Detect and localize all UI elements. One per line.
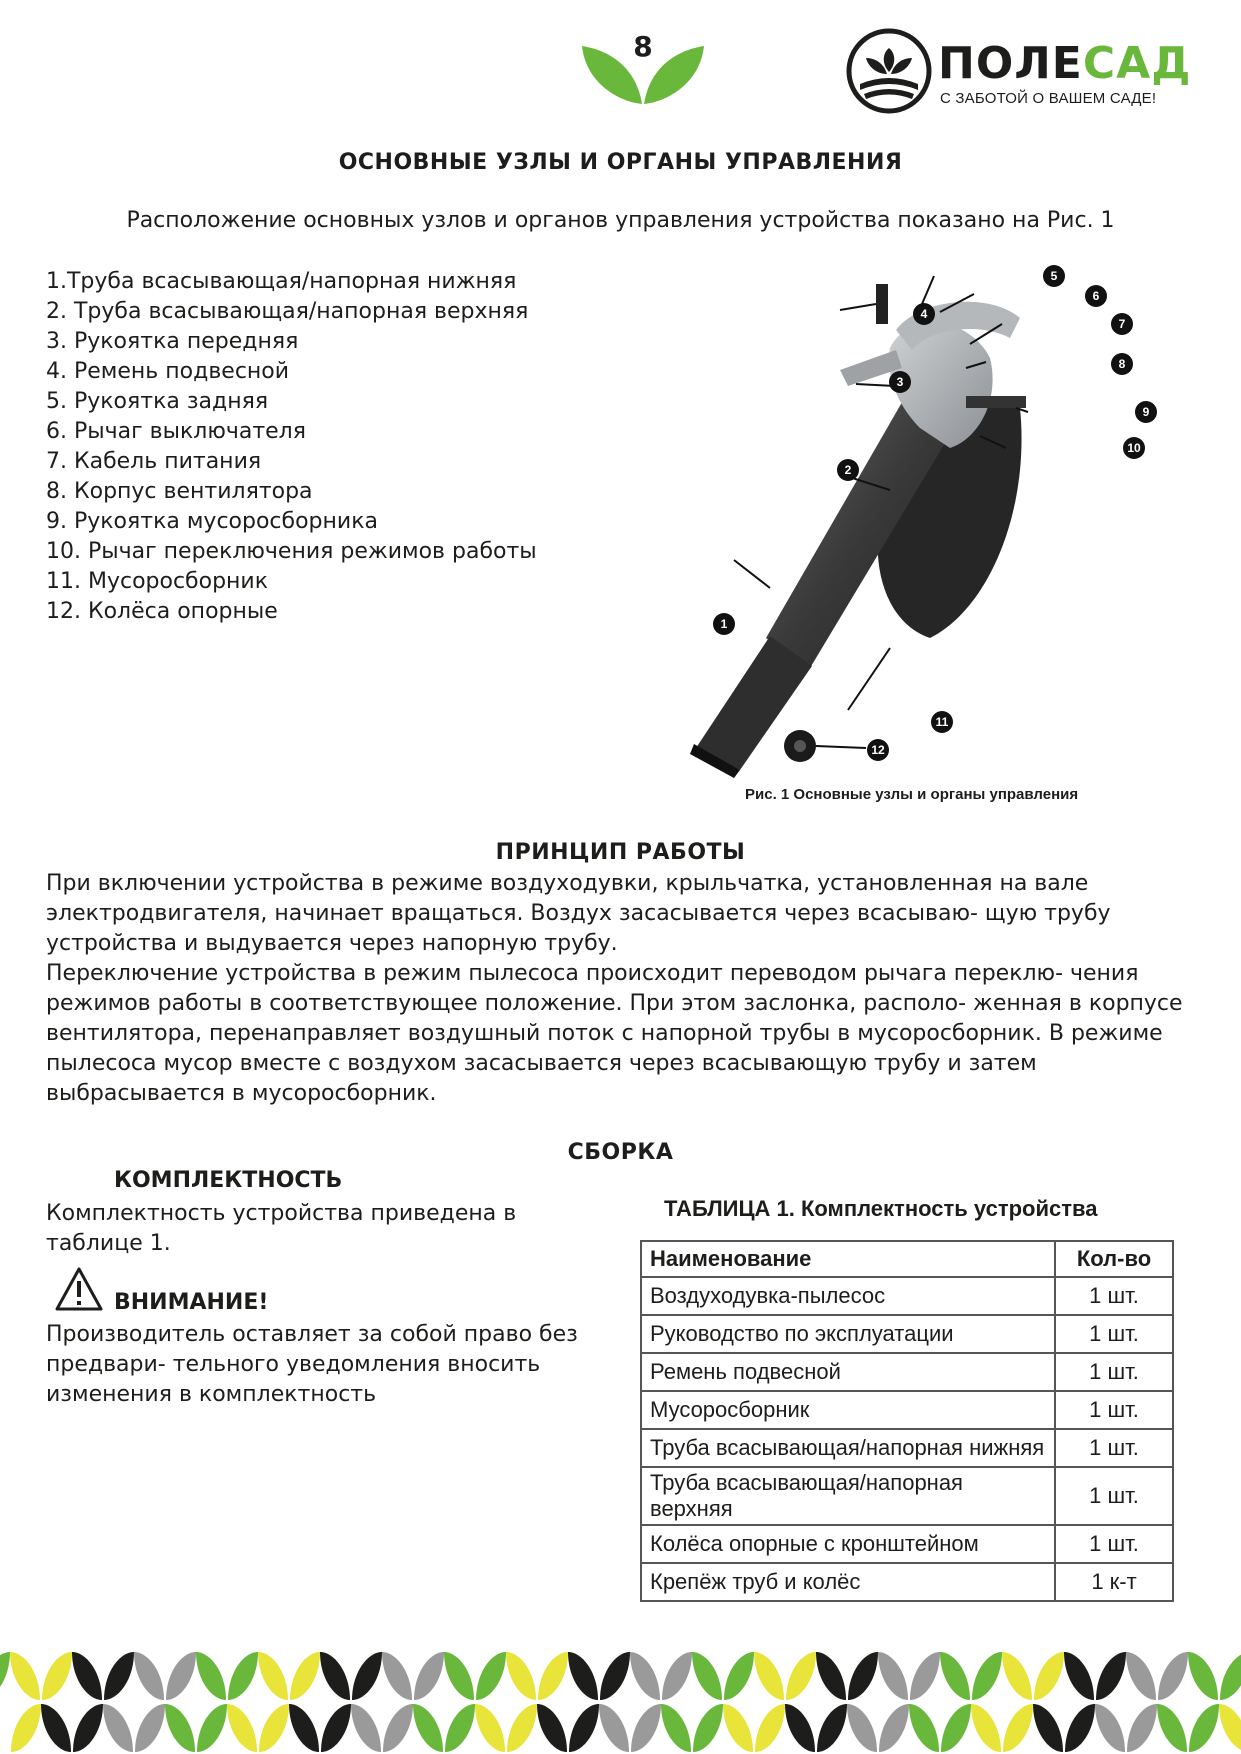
footer-leaf <box>972 1652 1002 1700</box>
footer-leaf <box>10 1652 40 1700</box>
footer-leaf <box>1096 1652 1126 1700</box>
footer-leaf <box>941 1704 971 1752</box>
footer-leaf <box>692 1652 722 1700</box>
footer-leaf <box>971 1704 1001 1752</box>
parts-list-item: 7. Кабель питания <box>46 449 262 474</box>
footer-leaf <box>196 1652 226 1700</box>
footer-leaf <box>662 1652 692 1700</box>
footer-leaf <box>786 1652 816 1700</box>
footer-leaf <box>414 1652 444 1700</box>
footer-leaf <box>940 1652 970 1700</box>
table-header-qty: Кол-во <box>1055 1241 1173 1277</box>
footer-leaf <box>72 1652 102 1700</box>
footer-leaf <box>848 1652 878 1700</box>
table-row <box>641 1353 1173 1391</box>
footer-leaf <box>1219 1704 1241 1752</box>
footer-leaf <box>817 1704 847 1752</box>
footer-leaf <box>11 1704 41 1752</box>
parts-list <box>46 267 537 627</box>
footer-leaf <box>197 1704 227 1752</box>
footer-leaf <box>290 1652 320 1700</box>
principle-paragraph-1: При включении устройства в режиме воздуходувки, крыльчатка, установленная на вале электродвигателя, начинает вращаться. Воздух засасывается через всасываю- щую трубу устройства и выдувается через напорную трубу. <box>46 871 1111 956</box>
footer-leaf <box>1033 1704 1063 1752</box>
callout-2: 2 <box>844 463 852 477</box>
table-title: ТАБЛИЦА 1. Комплектность устройства <box>664 1196 1098 1221</box>
footer-leaf <box>135 1704 165 1752</box>
table-row <box>641 1467 1173 1525</box>
callout-5: 5 <box>1050 269 1058 283</box>
table-cell-name: Руководство по эксплуатации <box>641 1315 1055 1353</box>
footer-leaf <box>475 1704 505 1752</box>
footer-leaf <box>600 1652 630 1700</box>
warning-triangle-icon <box>54 1266 104 1312</box>
table-cell-name: Ремень подвесной <box>641 1353 1055 1391</box>
principle-paragraph-2: Переключение устройства в режим пылесоса происходит переводом рычага переклю- чения режимов работы в соответствующее положение. При этом заслонка, располо- женная в корпусе вентилятора, перенаправляет воздушный поток с напорной трубы в мусоросборник. В режиме пылесоса мусор вместе с воздухом засасывается через всасывающую трубу и затем выбрасывается в мусоросборник. <box>46 961 1183 1106</box>
footer-leaf <box>538 1652 568 1700</box>
table-cell-qty: 1 шт. <box>1055 1353 1173 1391</box>
footer-leaf <box>1002 1652 1032 1700</box>
footer-leaf <box>507 1704 537 1752</box>
footer-leaf <box>445 1704 475 1752</box>
footer-leaf <box>506 1652 536 1700</box>
section-title-principle: ПРИНЦИП РАБОТЫ <box>495 840 746 865</box>
footer-leaf <box>816 1652 846 1700</box>
section-title-controls: ОСНОВНЫЕ УЗЛЫ И ОРГАНЫ УПРАВЛЕНИЯ <box>338 150 903 175</box>
footer-leaf <box>352 1652 382 1700</box>
footer-leaf <box>42 1652 72 1700</box>
callout-10: 10 <box>1127 441 1141 455</box>
footer-leaf <box>413 1704 443 1752</box>
footer-leaf <box>537 1704 567 1752</box>
brand-name <box>938 38 1191 89</box>
footer-leaf <box>1189 1704 1219 1752</box>
table-cell-name: Труба всасывающая/напорная верхняя <box>641 1467 1055 1525</box>
footer-leaf <box>785 1704 815 1752</box>
footer-leaf <box>1003 1704 1033 1752</box>
footer-leaf <box>227 1704 257 1752</box>
footer-leaf <box>351 1704 381 1752</box>
footer-leaf <box>723 1704 753 1752</box>
table-cell-qty: 1 шт. <box>1055 1429 1173 1467</box>
footer-leaf <box>568 1652 598 1700</box>
footer-leaf <box>1158 1652 1188 1700</box>
footer-leaf <box>259 1704 289 1752</box>
footer-leaf <box>1095 1704 1125 1752</box>
footer-leaf <box>1127 1704 1157 1752</box>
footer-leaf <box>631 1704 661 1752</box>
table-row <box>641 1525 1173 1563</box>
footer-leaf <box>630 1652 660 1700</box>
footer-leaf <box>166 1652 196 1700</box>
page-number: 8 <box>633 30 653 63</box>
footer-leaf <box>382 1652 412 1700</box>
footer-leaf <box>134 1652 164 1700</box>
table-cell-name: Мусоросборник <box>641 1391 1055 1429</box>
table-row <box>641 1277 1173 1315</box>
footer-leaf <box>383 1704 413 1752</box>
principle-text <box>46 869 1196 1109</box>
footer-leaf <box>1064 1652 1094 1700</box>
table-row <box>641 1429 1173 1467</box>
parts-list-item: 8. Корпус вентилятора <box>46 479 313 504</box>
footer-leaf <box>103 1704 133 1752</box>
table-cell-name: Крепёж труб и колёс <box>641 1563 1055 1601</box>
parts-list-item: 9. Рукоятка мусоросборника <box>46 509 378 534</box>
footer-leaf <box>1157 1704 1187 1752</box>
callout-1: 1 <box>720 617 728 631</box>
table-cell-qty: 1 шт. <box>1055 1525 1173 1563</box>
table-cell-name: Колёса опорные с кронштейном <box>641 1525 1055 1563</box>
footer-leaf <box>321 1704 351 1752</box>
footer-leaf <box>755 1704 785 1752</box>
brand-name-green: САД <box>1082 38 1192 89</box>
section-intro: Расположение основных узлов и органов управления устройства показано на Рис. 1 <box>126 208 1115 233</box>
parts-list-item: 2. Труба всасывающая/напорная верхняя <box>46 299 529 324</box>
brand-name-dark: ПОЛЕ <box>938 38 1083 89</box>
brand-tagline: С ЗАБОТОЙ О ВАШЕМ САДЕ! <box>940 90 1157 107</box>
footer-leaf <box>165 1704 195 1752</box>
callout-11: 11 <box>935 715 949 729</box>
footer-leaf <box>73 1704 103 1752</box>
footer-leaf <box>724 1652 754 1700</box>
table-cell-qty: 1 шт. <box>1055 1277 1173 1315</box>
table-cell-qty: 1 шт. <box>1055 1467 1173 1525</box>
completeness-table <box>640 1240 1174 1602</box>
completeness-text: Комплектность устройства приведена в таблице 1. <box>46 1201 517 1256</box>
warning-text: Производитель оставляет за собой право без предвари- тельного уведомления вносить изменения в комплектность <box>46 1322 578 1407</box>
table-cell-name: Труба всасывающая/напорная нижняя <box>641 1429 1055 1467</box>
blower-vacuum-figure <box>690 258 1160 778</box>
footer-leaf <box>1034 1652 1064 1700</box>
footer-leaf <box>41 1704 71 1752</box>
footer-leaf <box>847 1704 877 1752</box>
footer-leaf <box>228 1652 258 1700</box>
section-title-assembly: СБОРКА <box>567 1140 674 1165</box>
footer-leaf <box>754 1652 784 1700</box>
footer-leaf <box>1126 1652 1156 1700</box>
parts-list-item: 5. Рукоятка задняя <box>46 389 269 414</box>
footer-leaf <box>1188 1652 1218 1700</box>
footer-leaf <box>879 1704 909 1752</box>
callout-8: 8 <box>1118 357 1126 371</box>
footer-leaf <box>104 1652 134 1700</box>
footer-leaf <box>693 1704 723 1752</box>
polesad-logo-icon <box>846 28 932 114</box>
footer-leaf <box>910 1652 940 1700</box>
footer-leaf <box>444 1652 474 1700</box>
table-row <box>641 1391 1173 1429</box>
table-header-row <box>641 1241 1173 1277</box>
table-cell-name: Воздуходувка-пылесос <box>641 1277 1055 1315</box>
footer-leaf <box>878 1652 908 1700</box>
footer-leaf <box>289 1704 319 1752</box>
table-cell-qty: 1 к-т <box>1055 1563 1173 1601</box>
parts-list-item: 1.Труба всасывающая/напорная нижняя <box>46 269 517 294</box>
callout-6: 6 <box>1092 289 1100 303</box>
subsection-title-completeness: КОМПЛЕКТНОСТЬ <box>114 1168 343 1193</box>
warning-title: ВНИМАНИЕ! <box>114 1290 269 1315</box>
parts-list-item: 6. Рычаг выключателя <box>46 419 306 444</box>
parts-list-item: 4. Ремень подвесной <box>46 359 290 384</box>
parts-list-item: 10. Рычаг переключения режимов работы <box>46 539 537 564</box>
footer-leaf <box>661 1704 691 1752</box>
footer-leaf <box>569 1704 599 1752</box>
callout-4: 4 <box>920 307 928 321</box>
callout-12: 12 <box>871 743 885 757</box>
callout-9: 9 <box>1142 405 1150 419</box>
footer-leaf <box>1220 1652 1241 1700</box>
footer-leaf <box>599 1704 629 1752</box>
figure-caption: Рис. 1 Основные узлы и органы управления <box>745 786 1079 803</box>
footer-leaf <box>0 1652 10 1700</box>
footer-leaf <box>320 1652 350 1700</box>
table-cell-qty: 1 шт. <box>1055 1391 1173 1429</box>
callout-7: 7 <box>1118 317 1126 331</box>
table-header-name: Наименование <box>641 1241 1055 1277</box>
parts-list-item: 11. Мусоросборник <box>46 569 269 594</box>
footer-leaf <box>476 1652 506 1700</box>
footer-leaf-pattern <box>0 1650 1241 1754</box>
table-cell-qty: 1 шт. <box>1055 1315 1173 1353</box>
callout-3: 3 <box>896 375 904 389</box>
footer-leaf <box>1065 1704 1095 1752</box>
parts-list-item: 3. Рукоятка передняя <box>46 329 299 354</box>
parts-list-item: 12. Колёса опорные <box>46 599 278 624</box>
table-row <box>641 1315 1173 1353</box>
footer-leaf <box>258 1652 288 1700</box>
table-row <box>641 1563 1173 1601</box>
footer-leaf <box>909 1704 939 1752</box>
